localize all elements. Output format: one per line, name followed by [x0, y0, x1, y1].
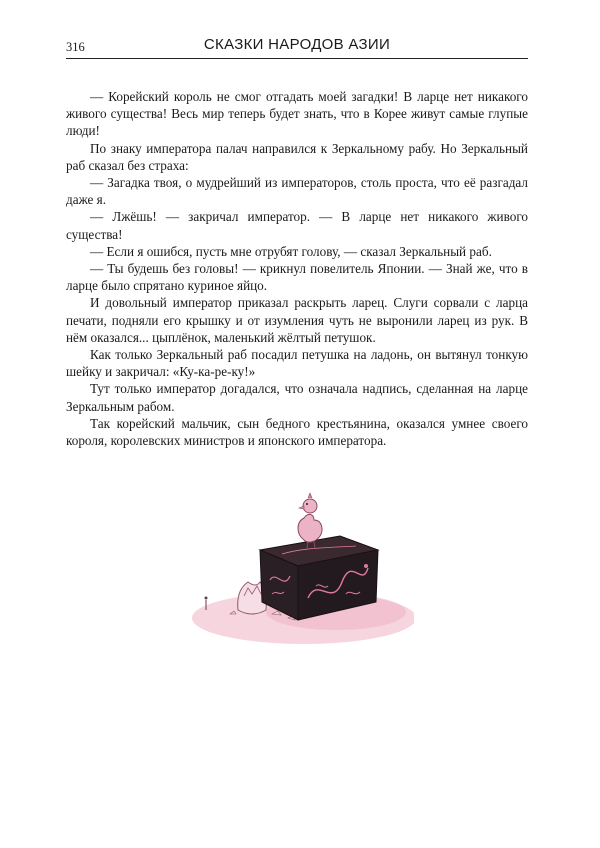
paragraph: — Загадка твоя, о мудрейший из императоров, столь проста, что её разгадал даже я.: [66, 175, 528, 208]
running-head: [66, 36, 528, 59]
page-number: 316: [66, 40, 85, 54]
paragraph: И довольный император приказал раскрыть ларец. Слуги сорвали с ларца печати, подняли его крышку и от изумления чуть не выронили ларец из рук. В нём оказался... цыплёнок, маленький жёлтый петушок.: [66, 295, 528, 345]
paragraph: По знаку императора палач направился к Зеркальному рабу. Но Зеркальный раб сказал без страха:: [66, 140, 528, 173]
paragraph: — Ты будешь без головы! — крикнул повелитель Японии. — Знай же, что в ларце было спрятано куриное яйцо.: [66, 261, 528, 294]
chick-and-casket-illustration: [186, 490, 414, 660]
paragraph: Как только Зеркальный раб посадил петушка на ладонь, он вытянул тонкую шейку и закричал: «Ку-ка-ре-ку!»: [66, 347, 528, 380]
paragraph: Тут только император догадался, что означала надпись, сделанная на ларце Зеркальным рабом.: [66, 381, 528, 414]
section-title: СКАЗКИ НАРОДОВ АЗИИ: [203, 36, 391, 53]
paragraph: — Корейский король не смог отгадать моей загадки! В ларце нет никакого живого существа! Весь мир теперь будет знать, что в Корее живут самые глупые люди!: [66, 89, 528, 139]
paragraph: — Если я ошибся, пусть мне отрубят голову, — сказал Зеркальный раб.: [90, 243, 492, 259]
paragraph: — Лжёшь! — закричал император. — В ларце нет никакого живого существа!: [66, 209, 528, 242]
paragraph: Так корейский мальчик, сын бедного крестьянина, оказался умнее своего короля, королевских министров и японского императора.: [66, 415, 528, 449]
story-text: [66, 88, 528, 449]
